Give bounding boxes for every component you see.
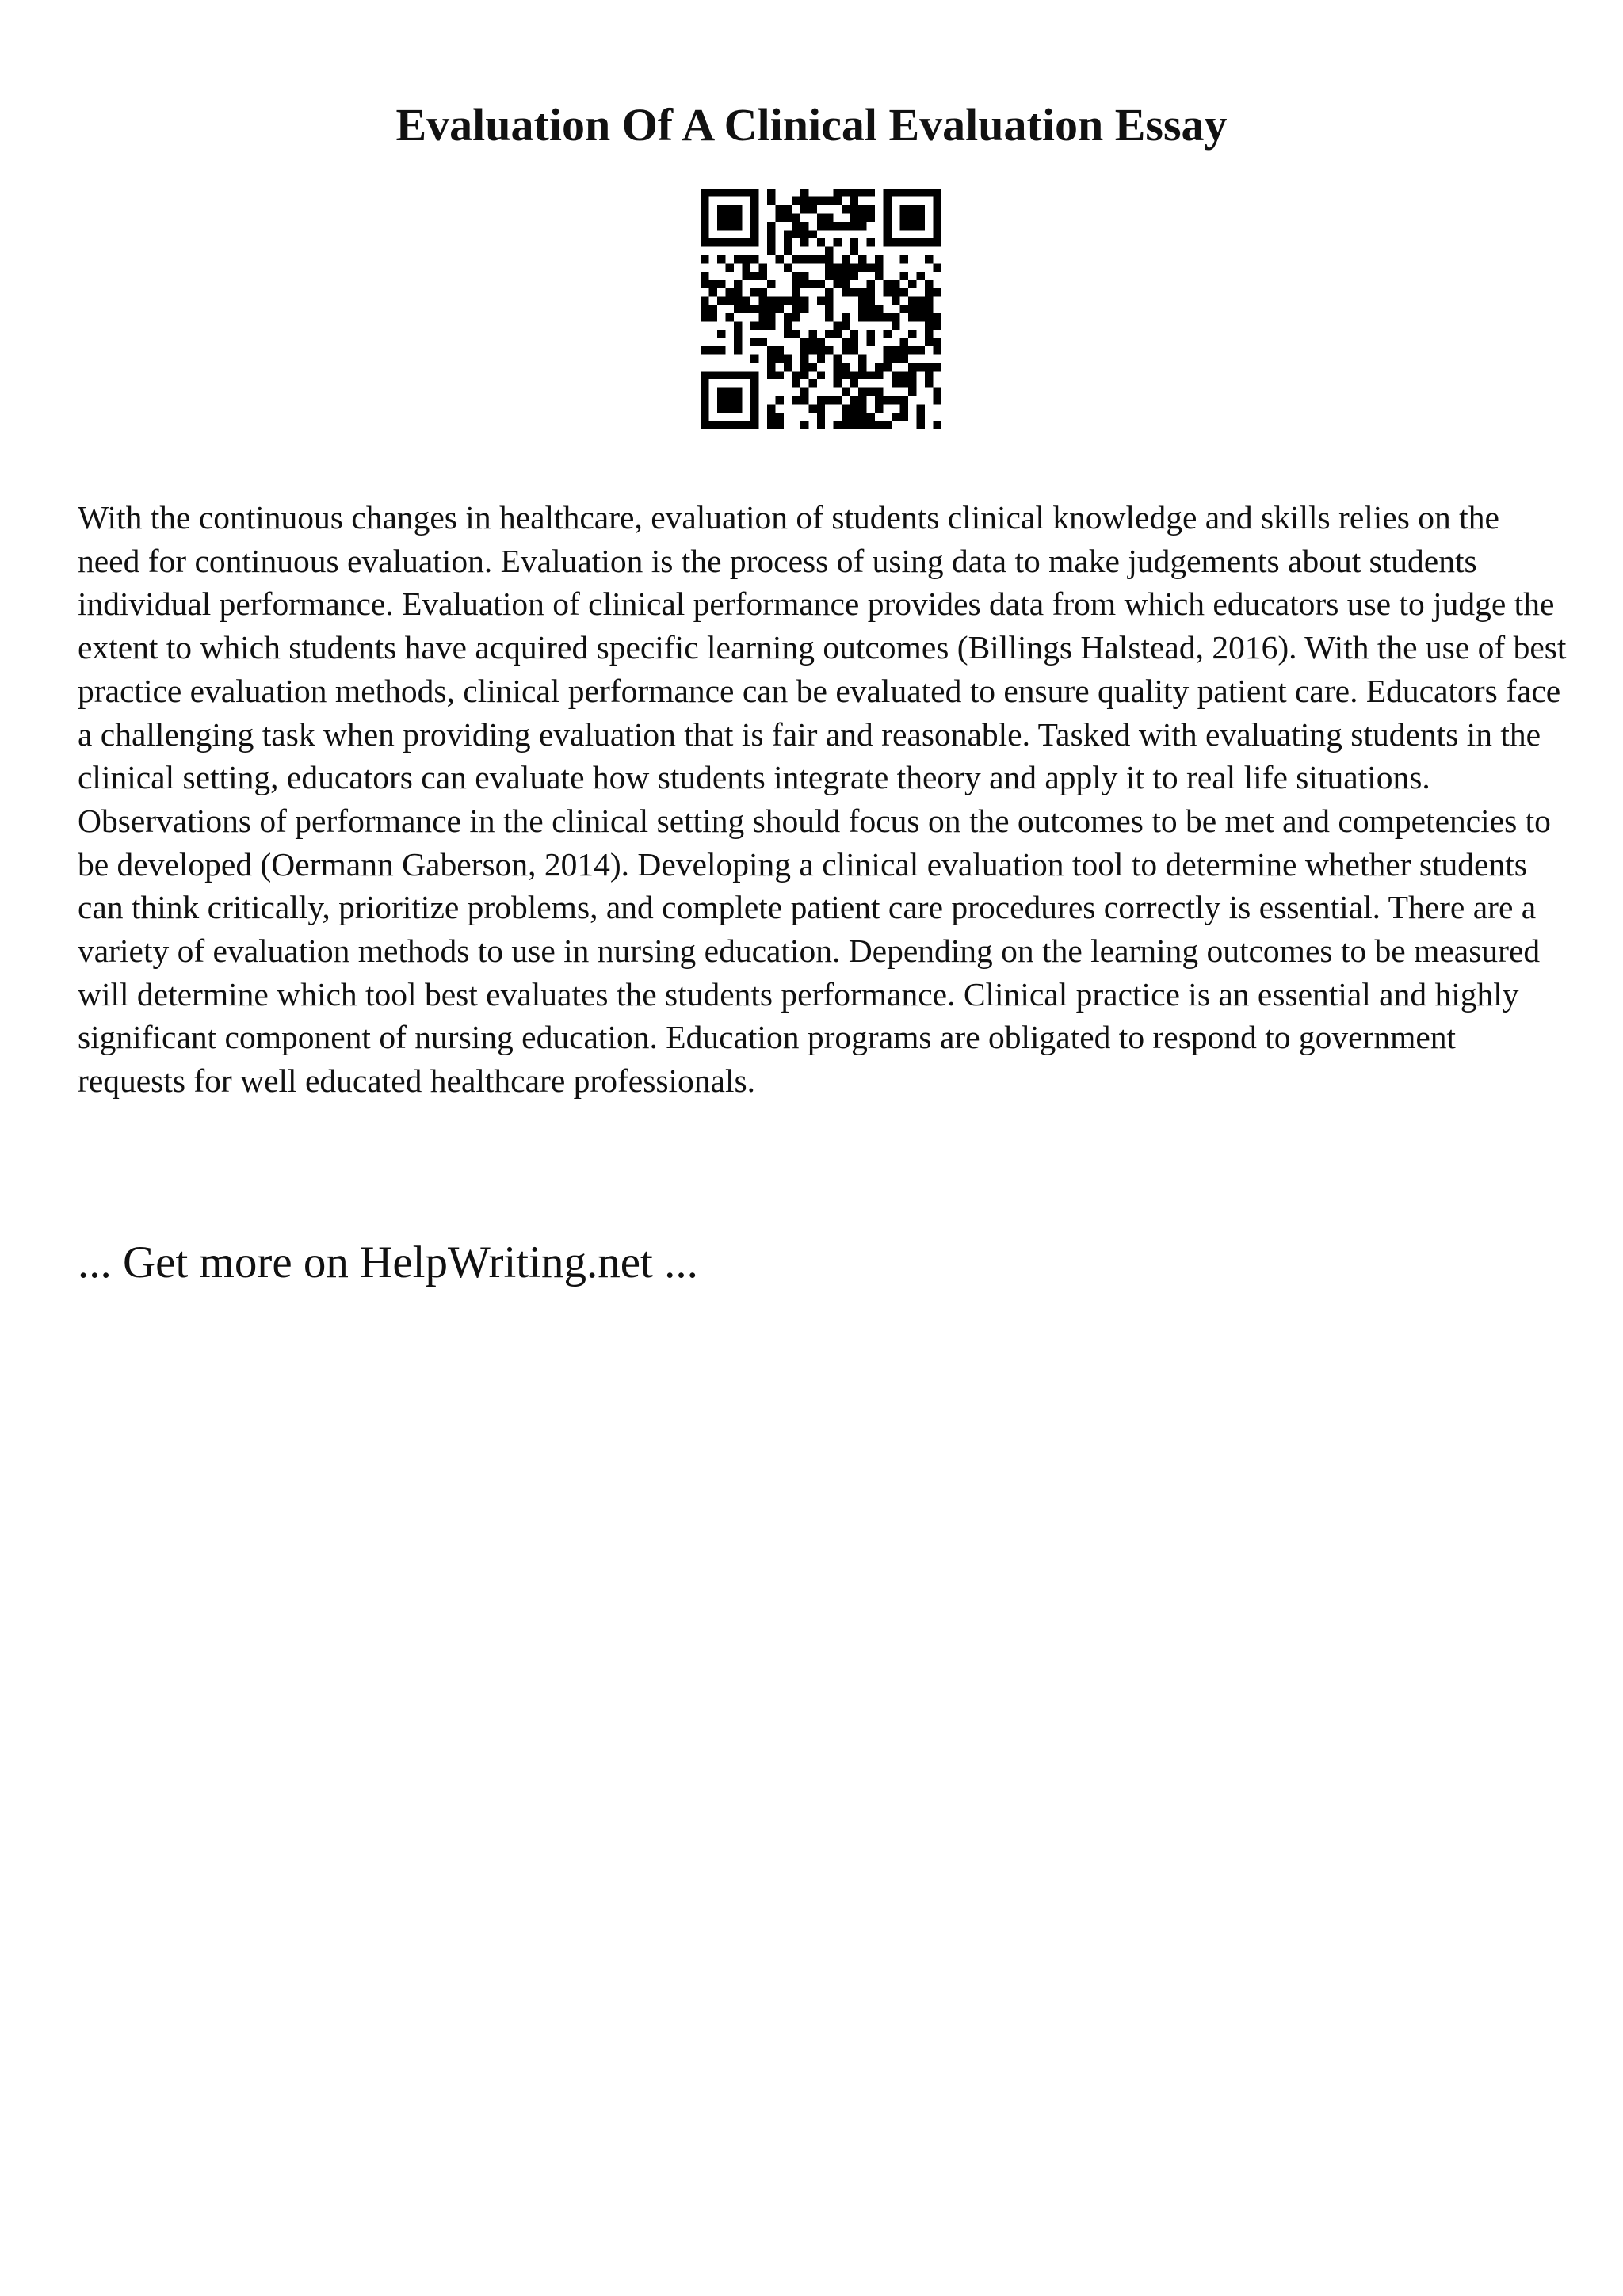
document-title: Evaluation Of A Clinical Evaluation Essay xyxy=(395,99,1228,151)
qr-code-icon[interactable] xyxy=(701,189,941,429)
get-more-link[interactable]: ... Get more on HelpWriting.net ... xyxy=(78,1238,698,1287)
essay-body: With the continuous changes in healthcare, evaluation of students clinical knowledge and skills relies on the need for continuous evaluation. Evaluation is the process of using data to make judgements about students individual performance. Evaluation of clinical performance provides data from which educators use to judge the extent to which students have acquired specific learning outcomes (Billings Halstead, 2016). With the use of best practice evaluation methods, clinical performance can be evaluated to ensure quality patient care. Educators face a challenging task when providing evaluation that is fair and reasonable. Tasked with evaluating students in the clinical setting, educators can evaluate how students integrate theory and apply it to real life situations. Observations of performance in the clinical setting should focus on the outcomes to be met and competencies to be developed (Oermann Gaberson, 2014). Developing a clinical evaluation tool to determine whether students can think critically, prioritize problems, and complete patient care procedures correctly is essential. There are a variety of evaluation methods to use in nursing education. Depending on the learning outcomes to be measured will determine which tool best evaluates the students performance. Clinical practice is an essential and highly significant component of nursing education. Education programs are obligated to respond to government requests for well educated healthcare professionals. xyxy=(78,499,1567,1100)
